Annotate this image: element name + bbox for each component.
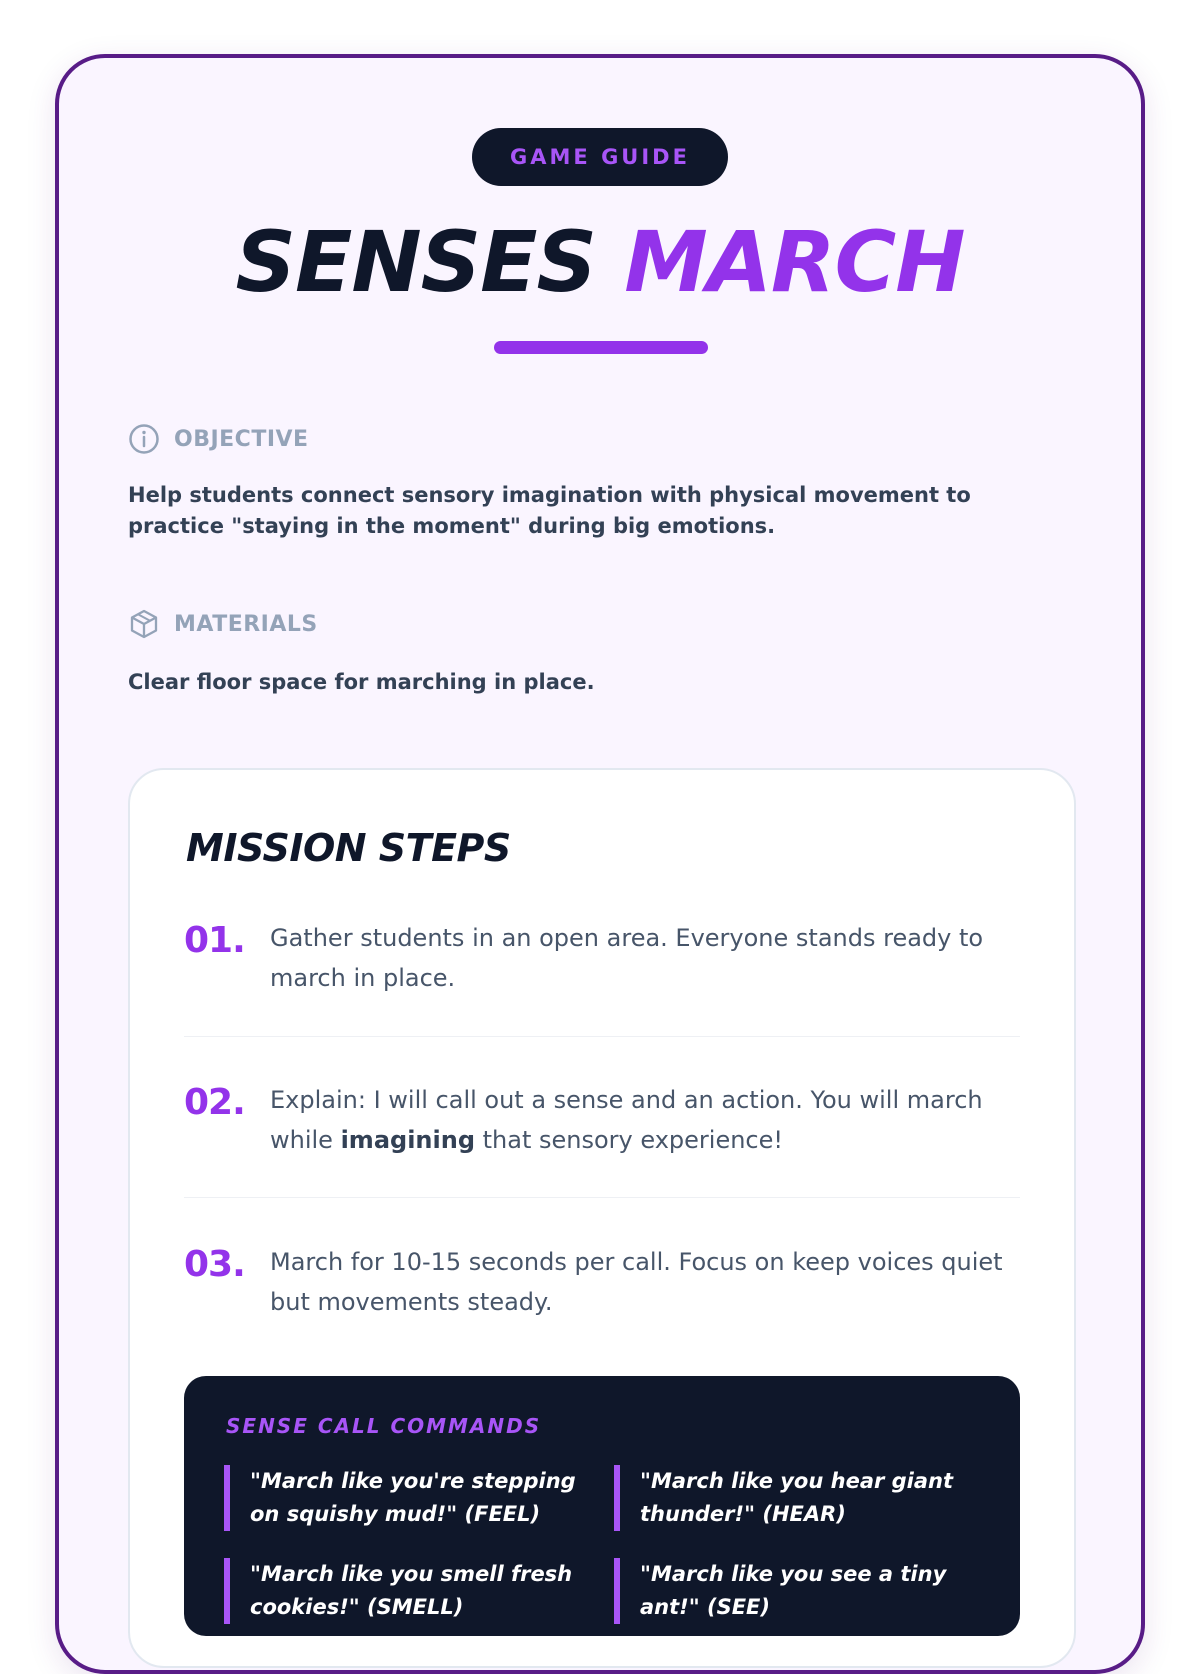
step-text: March for 10-15 seconds per call. Focus on keep voices quiet but movements steady.: [270, 1248, 1003, 1316]
title-word-march: MARCH: [624, 213, 965, 311]
command-item: "March like you hear giant thunder!" (HEAR): [614, 1465, 990, 1531]
objective-label: OBJECTIVE: [174, 426, 309, 452]
step-text-part: Explain: I will call out a sense and an action. You will march while: [270, 1086, 983, 1154]
command-item: "March like you smell fresh cookies!" (SMELL): [224, 1558, 600, 1624]
step-number: 01.: [184, 920, 245, 961]
title-underline: [494, 341, 708, 354]
step-text: Gather students in an open area. Everyone stands ready to march in place.: [270, 924, 984, 992]
step-divider: [184, 1036, 1020, 1037]
step-text-emphasis: imagining: [340, 1126, 475, 1154]
materials-label: MATERIALS: [174, 611, 318, 637]
sense-commands-title: SENSE CALL COMMANDS: [226, 1414, 542, 1438]
title-word-senses: SENSES: [235, 213, 597, 311]
step-text: [270, 1080, 1010, 1160]
objective-text: Help students connect sensory imagination with physical movement to practice "staying in the moment" during big emotions.: [128, 483, 971, 538]
step-divider: [184, 1197, 1020, 1198]
materials-text: Clear floor space for marching in place.: [128, 670, 595, 694]
step-number: 02.: [184, 1082, 245, 1123]
command-item: "March like you see a tiny ant!" (SEE): [614, 1558, 990, 1624]
game-guide-badge: GAME GUIDE: [472, 128, 728, 186]
command-item: "March like you're stepping on squishy mud!" (FEEL): [224, 1465, 600, 1531]
step-text-part: that sensory experience!: [475, 1126, 784, 1154]
info-icon: [128, 423, 160, 455]
materials-heading: [128, 608, 318, 640]
objective-heading: [128, 423, 309, 455]
box-icon: [128, 608, 160, 640]
page-title: [0, 212, 1200, 312]
mission-steps-title: MISSION STEPS: [186, 826, 511, 870]
step-number: 03.: [184, 1244, 245, 1285]
